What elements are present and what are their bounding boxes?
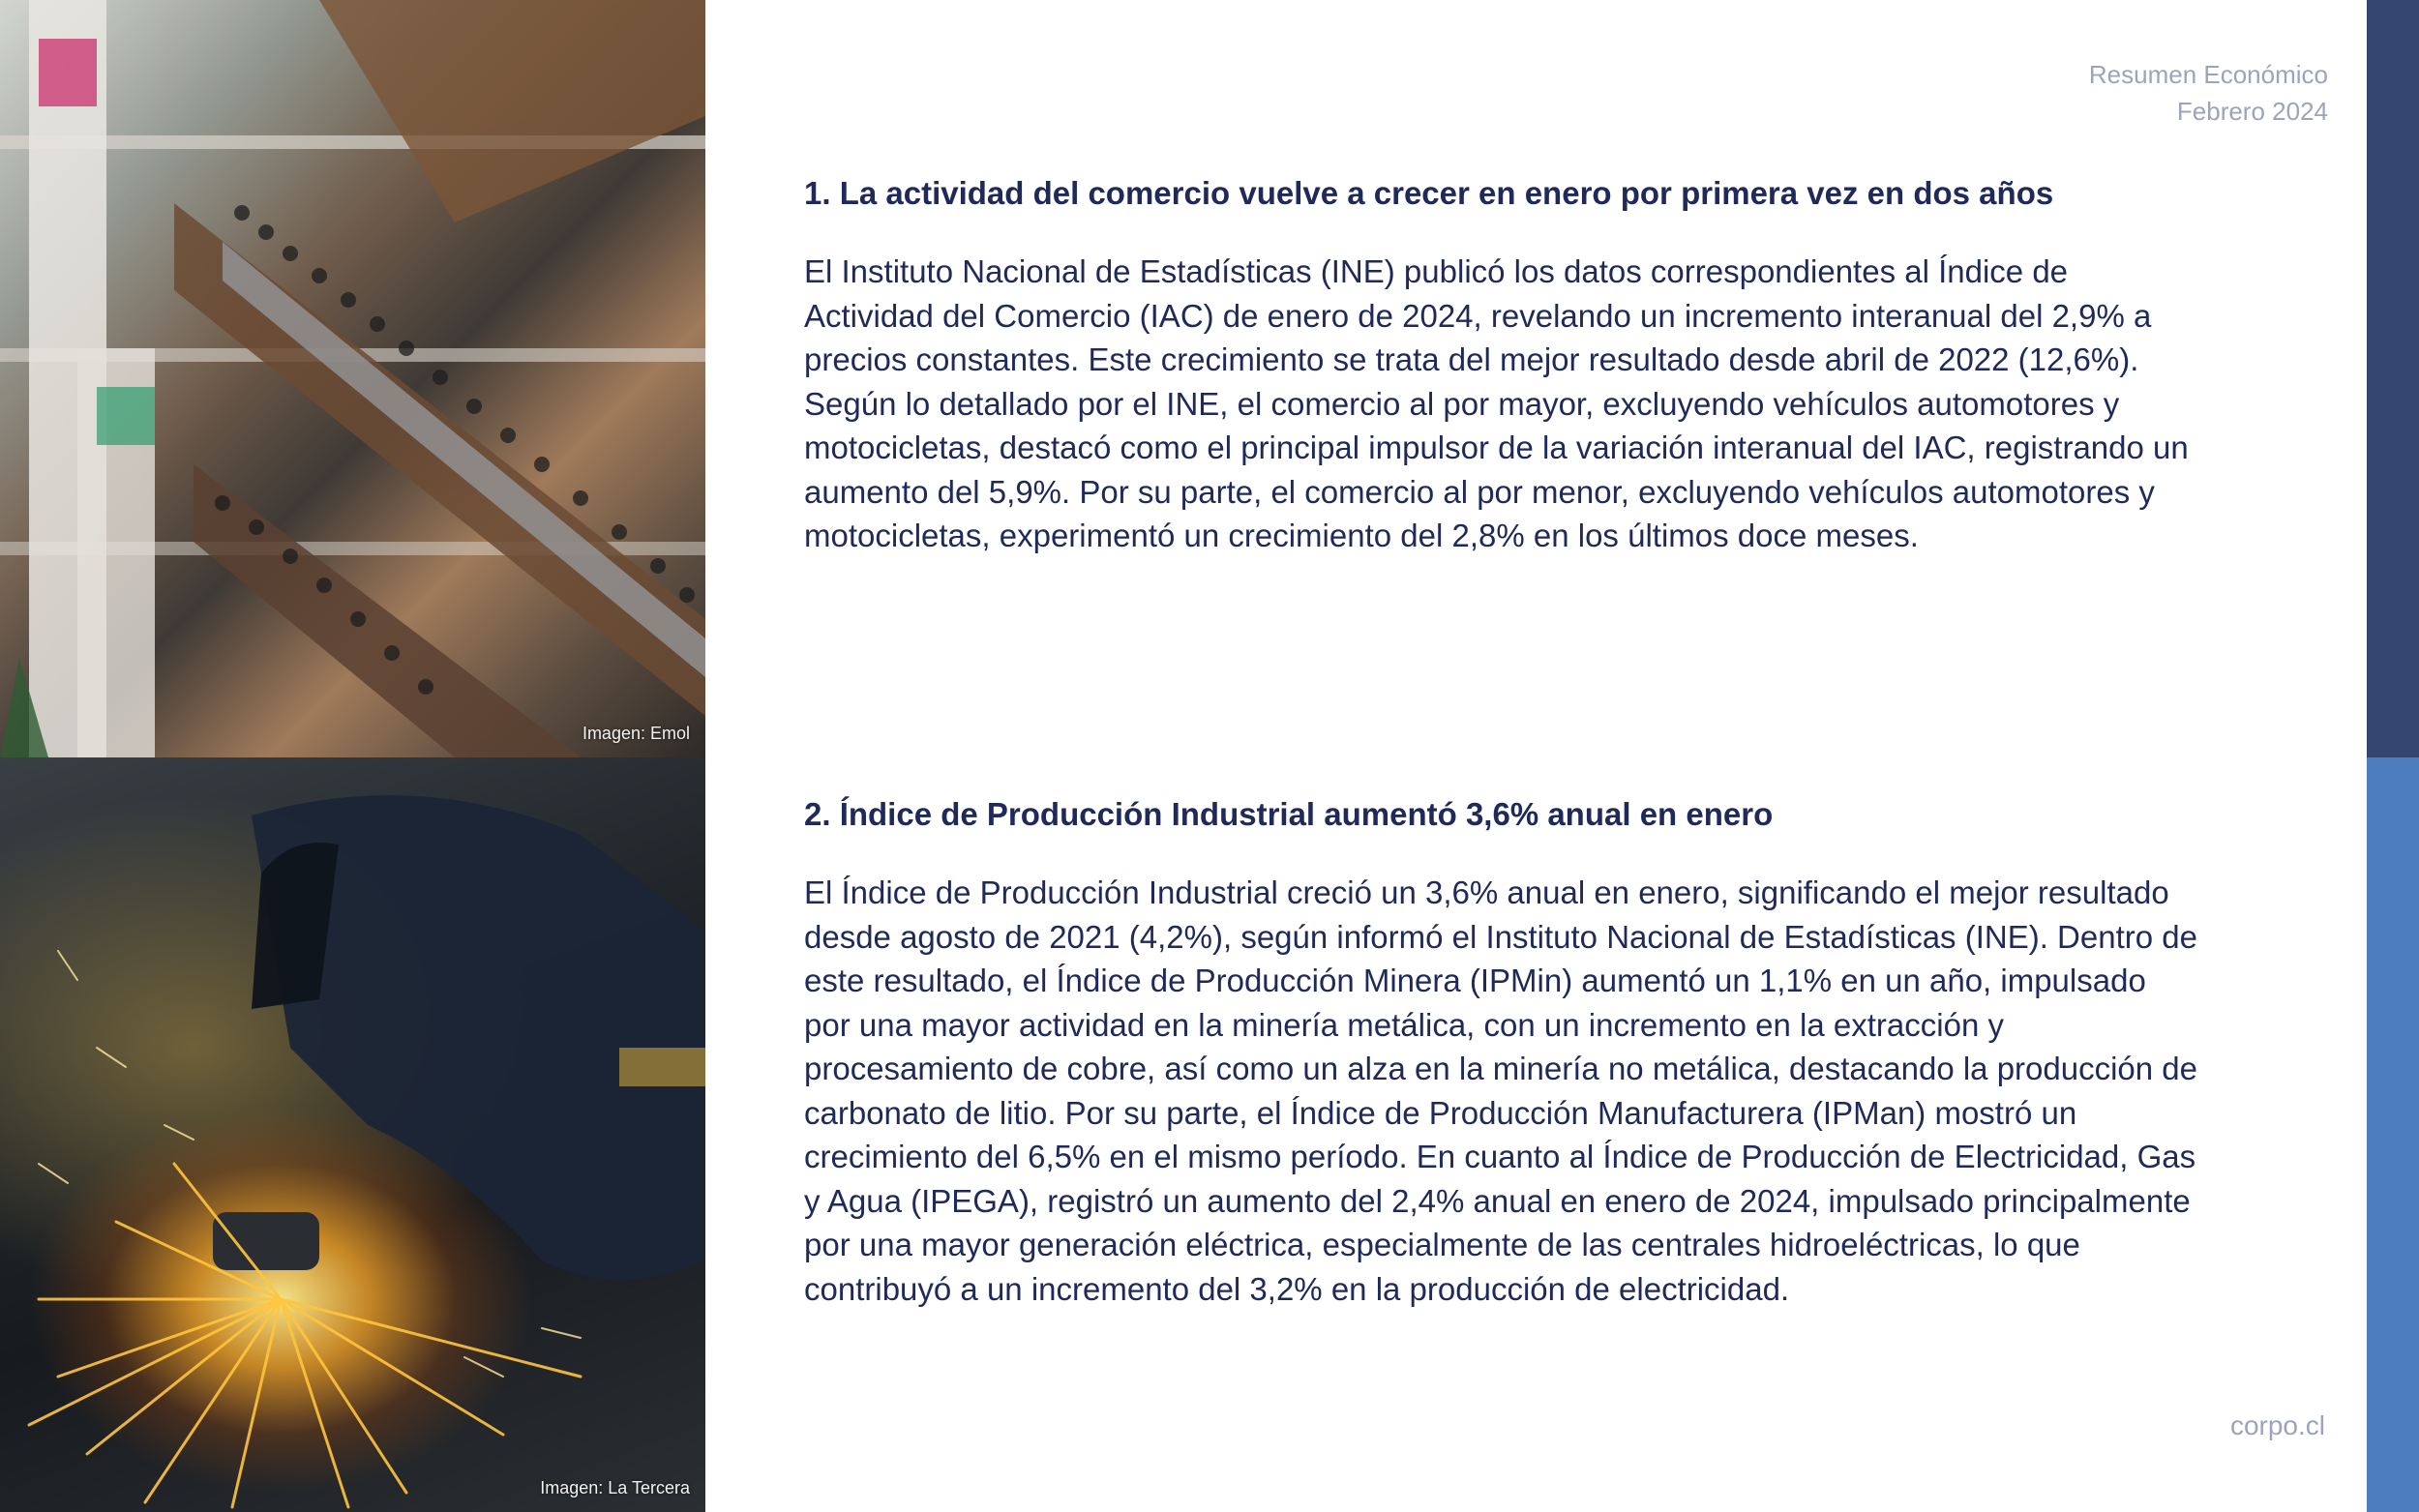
accent-bar-bottom — [2367, 757, 2419, 1512]
document-header — [2089, 56, 2328, 130]
accent-bar-top — [2367, 0, 2419, 757]
image-credit-bottom: Imagen: La Tercera — [540, 1478, 690, 1497]
section-industrial-production — [804, 793, 2197, 1311]
mall-escalator-photo — [0, 0, 705, 757]
image-credit-top: Imagen: Emol — [582, 724, 690, 743]
mall-escalator-illustration — [0, 0, 705, 757]
section-title: 2. Índice de Producción Industrial aumentó 3,6% anual en enero — [804, 796, 1774, 832]
section-body: El Índice de Producción Industrial creció un 3,6% anual en enero, significando el mejor resultado desde agosto de 2021 (4,2%), según informó el Instituto Nacional de Estadísticas (INE). Dentro de este resultado, el Índice de Producción Minera (IPMin) aumentó un 1,1% en un año, impulsado por una mayor actividad en la minería metálica, con un incremento en la extracción y procesamiento de cobre, así como un alza en la minería no metálica, destacando la producción de carbonato de litio. Por su parte, el Índice de Producción Manufacturera (IPMan) mostró un crecimiento del 6,5% en el mismo período. En cuanto al Índice de Producción de Electricidad, Gas y Agua (IPEGA), registró un aumento del 2,4% anual en enero de 2024, impulsado principalmente por una mayor generación eléctrica, especialmente de las centrales hidroeléctricas, lo que contribuyó a un incremento del 3,2% en la producción de electricidad. — [804, 875, 2198, 1307]
document-date: Febrero 2024 — [2176, 97, 2328, 126]
footer-website-link[interactable]: corpo.cl — [2229, 1410, 2325, 1440]
document-title: Resumen Económico — [2088, 60, 2328, 89]
section-commerce-activity — [804, 172, 2197, 558]
welder-sparks-photo — [0, 757, 705, 1512]
section-body: El Instituto Nacional de Estadísticas (INE) publicó los datos correspondientes al Índice de Actividad del Comercio (IAC) de enero de 2024, revelando un incremento interanual del 2,9% a precios constantes. Este crecimiento se trata del mejor resultado desde abril de 2022 (12,6%). Según lo detallado por el INE, el comercio al por mayor, excluyendo vehículos automotores y motocicletas, destacó como el principal impulsor de la variación interanual del IAC, registrando un aumento del 5,9%. Por su parte, el comercio al por menor, excluyendo vehículos automotores y motocicletas, experimentó un crecimiento del 2,8% en los últimos doce meses. — [804, 253, 2189, 553]
section-title: 1. La actividad del comercio vuelve a crecer en enero por primera vez en dos años — [804, 175, 2054, 211]
welder-illustration — [0, 757, 705, 1512]
